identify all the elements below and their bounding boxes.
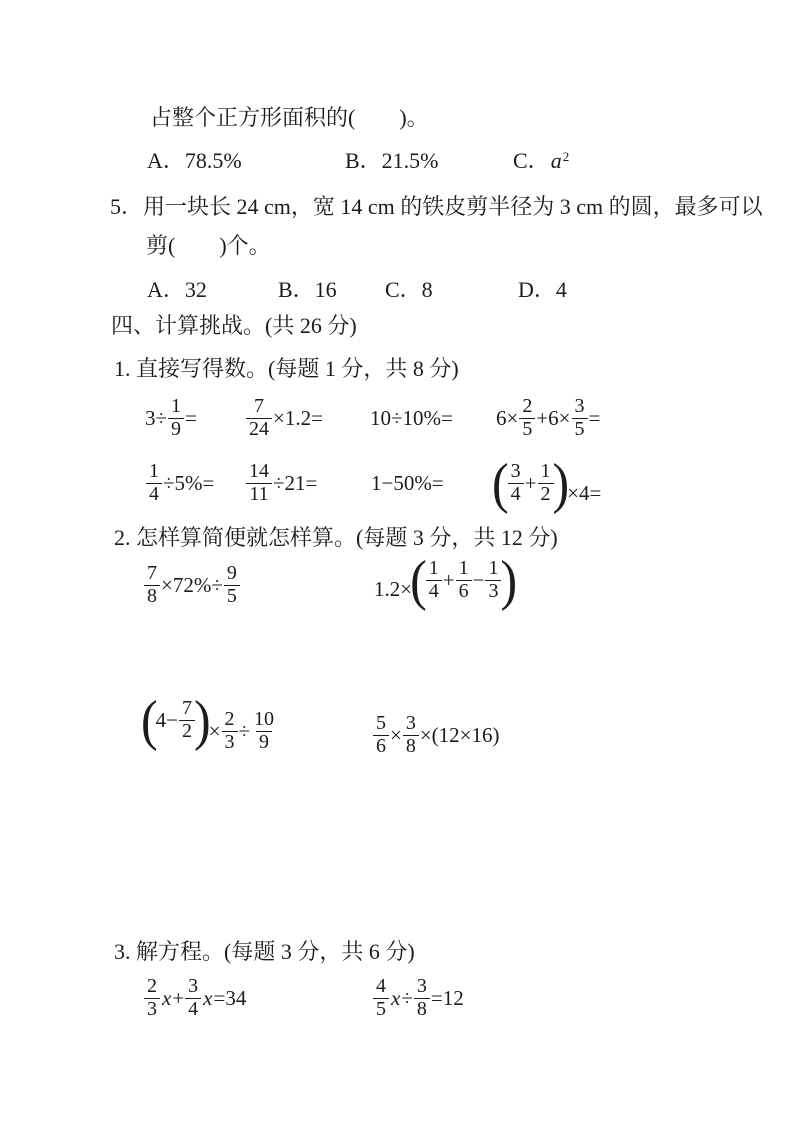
question5-option-b: B．16 [278, 277, 337, 302]
superscript: 2 [562, 149, 570, 164]
question4-option-a: A．78.5% [147, 148, 242, 173]
math-text: =12 [430, 985, 464, 1010]
question4-continuation-line: 占整个正方形面积的( )。 [150, 105, 429, 130]
right-paren: ) [194, 688, 211, 751]
fraction: $\frac{1}{4}$ [146, 461, 162, 505]
question5-line2: 剪( )个。 [146, 233, 271, 258]
simplify-expression-4 [372, 708, 500, 762]
right-paren: ) [500, 548, 518, 611]
fraction: $\frac{1}{2}$ [538, 461, 554, 505]
math-text: =34 [213, 985, 247, 1010]
fraction: $\frac{2}{3}$ [222, 709, 238, 753]
math-expression-row1-4 [496, 391, 600, 445]
math-text: 1.2× [374, 576, 413, 601]
math-text: + [524, 470, 537, 495]
equation-1 [143, 971, 246, 1025]
variable: a [550, 148, 562, 173]
math-text: 1−50%= [371, 470, 444, 495]
math-expression-row1-1 [145, 391, 197, 445]
question5-option-c: C．8 [385, 277, 433, 302]
fraction: $\frac{9}{5}$ [224, 563, 240, 607]
simplify-expression-3 [141, 688, 278, 758]
fraction: $\frac{14}{11}$ [246, 461, 272, 505]
math-text: × [390, 722, 402, 747]
fraction: $\frac{1}{4}$ [426, 558, 442, 602]
left-paren: ( [492, 451, 509, 514]
math-expression-row1-3 [370, 391, 453, 445]
fraction: $\frac{3}{8}$ [414, 976, 430, 1020]
right-paren: ) [552, 451, 570, 514]
math-text: ÷ [401, 985, 413, 1010]
math-text: ×(12×16) [419, 722, 500, 747]
fraction: $\frac{3}{4}$ [185, 976, 201, 1020]
fraction: $\frac{5}{6}$ [373, 713, 389, 757]
math-text: 4− [155, 707, 178, 732]
math-text: ×72%÷ [161, 572, 223, 597]
math-text: × [208, 718, 221, 743]
simplify-expression-1 [143, 558, 241, 612]
math-text: + [442, 567, 455, 592]
question5-option-d: D．4 [518, 277, 567, 302]
math-text: = [588, 405, 601, 430]
math-text: ÷21= [273, 470, 318, 495]
fraction: $\frac{7}{2}$ [179, 698, 195, 742]
left-paren: ( [141, 688, 158, 751]
math-text: C． [513, 148, 550, 173]
math-text: + [172, 985, 185, 1010]
simplify-expression-2 [374, 548, 518, 611]
math-text: +6× [536, 405, 571, 430]
fraction: $\frac{1}{9}$ [168, 396, 184, 440]
fraction: $\frac{10}{9}$ [254, 707, 275, 753]
math-expression-row2-3 [371, 456, 444, 510]
fraction: $\frac{4}{5}$ [373, 976, 389, 1020]
fraction: $\frac{3}{8}$ [403, 713, 419, 757]
math-expression-row2-4 [492, 451, 602, 514]
subquestion2-title: 2. 怎样算简便就怎样算。(每题 3 分，共 12 分) [114, 525, 558, 550]
fraction: $\frac{7}{24}$ [246, 396, 272, 440]
fraction: $\frac{1}{6}$ [456, 558, 472, 602]
subquestion1-title: 1. 直接写得数。(每题 1 分，共 8 分) [114, 356, 459, 381]
fraction: $\frac{7}{8}$ [144, 563, 160, 607]
math-expression-row1-2 [245, 391, 323, 445]
question5-option-a: A．32 [147, 277, 207, 302]
left-paren: ( [410, 548, 427, 611]
fraction: $\frac{2}{5}$ [519, 396, 535, 440]
math-text: 3÷ [145, 405, 168, 430]
question4-option-b: B．21.5% [345, 148, 439, 173]
subquestion3-title: 3. 解方程。(每题 3 分，共 6 分) [114, 939, 415, 964]
math-text: 6× [496, 405, 519, 430]
math-text: ×4= [567, 480, 602, 505]
math-text: 10÷10%= [370, 405, 453, 430]
fraction: $\frac{3}{5}$ [572, 396, 588, 440]
math-text: − [472, 567, 485, 592]
question4-option-c [513, 147, 569, 175]
variable: x [391, 985, 401, 1010]
fraction: $\frac{1}{3}$ [485, 558, 501, 602]
question5-line1: 5．用一块长 24 cm，宽 14 cm 的铁皮剪半径为 3 cm 的圆，最多可以 [110, 194, 763, 219]
fraction: $\frac{3}{4}$ [508, 461, 524, 505]
math-expression-row2-2 [245, 456, 317, 510]
section4-title: 四、计算挑战。(共 26 分) [111, 313, 357, 338]
math-text: = [185, 405, 197, 430]
fraction: $\frac{2}{3}$ [144, 976, 160, 1020]
math-text: ÷5%= [163, 470, 215, 495]
math-text: ×1.2= [273, 405, 323, 430]
math-expression-row2-1 [145, 456, 214, 510]
equation-2 [372, 971, 464, 1025]
variable: x [203, 985, 213, 1010]
math-text: ÷ [238, 718, 251, 743]
variable: x [162, 985, 172, 1010]
